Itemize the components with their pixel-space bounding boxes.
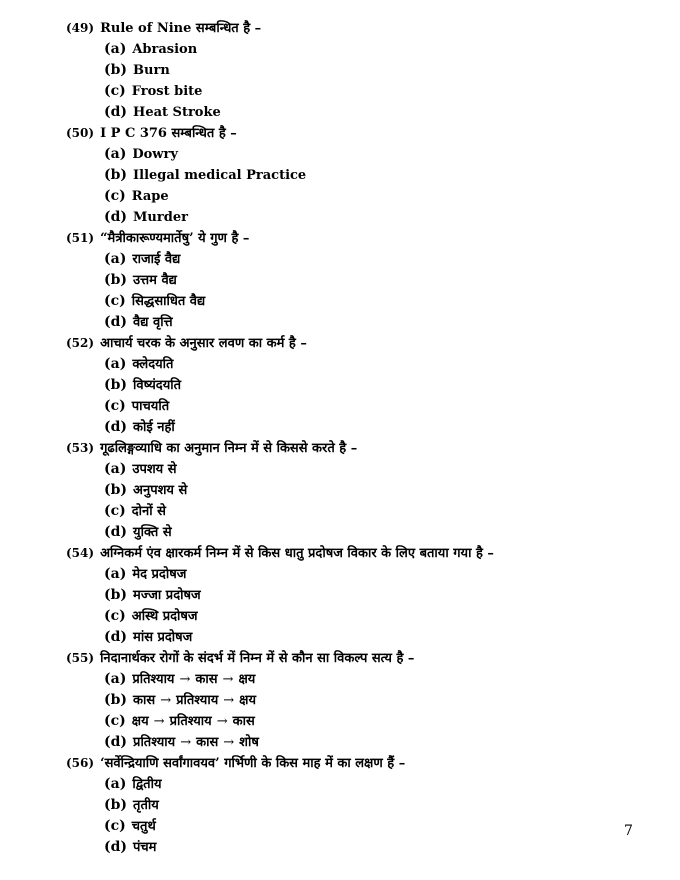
option-text: प्रतिश्याय xyxy=(133,735,176,750)
option-label: (d) xyxy=(104,104,128,120)
option-text: कास xyxy=(232,714,255,729)
option-label: (c) xyxy=(104,398,126,414)
arrow-icon: → xyxy=(223,693,235,708)
option-text: Burn xyxy=(133,63,170,78)
option-line xyxy=(104,795,159,816)
question-text: Rule of Nine सम्बन्धित है – xyxy=(100,21,262,36)
question-text: अग्निकर्म एंव क्षारकर्म निम्न में से किस धातु प्रदोषज विकार के लिए बताया गया है – xyxy=(100,546,494,561)
option-label: (d) xyxy=(104,209,128,225)
question-number: (54) xyxy=(66,546,95,560)
option-text: चतुर्थ xyxy=(131,819,156,834)
arrow-icon: → xyxy=(180,735,192,750)
option-label: (d) xyxy=(104,419,128,435)
option-line xyxy=(104,39,197,60)
question-number: (52) xyxy=(66,336,95,350)
option-text: Heat Stroke xyxy=(133,105,221,120)
option-label: (c) xyxy=(104,713,126,729)
option-label: (b) xyxy=(104,587,128,603)
arrow-icon: → xyxy=(216,714,228,729)
option-label: (c) xyxy=(104,503,126,519)
option-label: (b) xyxy=(104,167,128,183)
option-text: उपशय से xyxy=(132,462,177,477)
option-label: (b) xyxy=(104,692,128,708)
option-label: (b) xyxy=(104,797,128,813)
question-line xyxy=(66,753,405,774)
option-text: मांस प्रदोषज xyxy=(133,630,193,645)
question-number: (55) xyxy=(66,651,95,665)
option-text: अस्थि प्रदोषज xyxy=(131,609,198,624)
option-label: (b) xyxy=(104,272,128,288)
option-text: कास xyxy=(195,672,218,687)
option-line xyxy=(104,249,180,270)
option-line xyxy=(104,711,255,732)
question-text: गूढलिङ्गव्याधि का अनुमान निम्न में से किससे करते है – xyxy=(100,441,358,456)
option-text: Dowry xyxy=(132,147,178,162)
option-label: (a) xyxy=(104,251,127,267)
arrow-icon: → xyxy=(153,714,165,729)
option-label: (b) xyxy=(104,377,128,393)
option-label: (c) xyxy=(104,83,126,99)
question-line xyxy=(66,543,494,564)
option-text: राजाई वैद्य xyxy=(132,252,181,267)
option-label: (d) xyxy=(104,314,128,330)
option-label: (d) xyxy=(104,629,128,645)
option-label: (b) xyxy=(104,62,128,78)
option-text: पंचम xyxy=(133,840,157,855)
option-label: (a) xyxy=(104,566,127,582)
option-text: Murder xyxy=(133,210,188,225)
option-line xyxy=(104,144,178,165)
page-number: 7 xyxy=(624,823,633,839)
option-text: युक्ति से xyxy=(133,525,172,540)
question-number: (56) xyxy=(66,756,95,770)
arrow-icon: → xyxy=(222,672,234,687)
option-line xyxy=(104,606,198,627)
option-text: मेद प्रदोषज xyxy=(132,567,187,582)
option-text: तृतीय xyxy=(133,798,159,813)
arrow-icon: → xyxy=(179,672,191,687)
option-line xyxy=(104,627,192,648)
option-line xyxy=(104,522,172,543)
option-line xyxy=(104,564,186,585)
option-text: वैद्य वृत्ति xyxy=(133,315,173,330)
option-text: अनुपशय से xyxy=(133,483,188,498)
option-text: प्रतिश्याय xyxy=(176,693,219,708)
option-label: (a) xyxy=(104,146,127,162)
option-label: (d) xyxy=(104,734,128,750)
option-label: (a) xyxy=(104,41,127,57)
option-line xyxy=(104,585,201,606)
option-line xyxy=(104,270,177,291)
option-text: Rape xyxy=(131,189,169,204)
question-line xyxy=(66,333,307,354)
option-text: क्लेदयति xyxy=(132,357,174,372)
option-line xyxy=(104,816,156,837)
option-line xyxy=(104,417,175,438)
option-line xyxy=(104,837,156,858)
option-text: प्रतिश्याय xyxy=(169,714,212,729)
question-text: आचार्य चरक के अनुसार लवण का कर्म है – xyxy=(100,336,307,351)
question-line xyxy=(66,648,414,669)
option-text: क्षय xyxy=(238,672,256,687)
option-text: प्रतिश्याय xyxy=(132,672,175,687)
option-text: कास xyxy=(196,735,219,750)
option-text: कास xyxy=(133,693,156,708)
option-label: (b) xyxy=(104,482,128,498)
option-label: (d) xyxy=(104,524,128,540)
option-line xyxy=(104,81,202,102)
option-label: (a) xyxy=(104,776,127,792)
option-line xyxy=(104,375,181,396)
option-text: द्वितीय xyxy=(132,777,162,792)
question-text: निदानार्थकर रोगों के संदर्भ में निम्न में से कौन सा विकल्प सत्य है – xyxy=(100,651,415,666)
option-line xyxy=(104,774,162,795)
option-text: मज्जा प्रदोषज xyxy=(133,588,201,603)
option-line xyxy=(104,312,173,333)
arrow-icon: → xyxy=(223,735,235,750)
option-label: (a) xyxy=(104,671,127,687)
option-text: Illegal medical Practice xyxy=(133,168,307,183)
option-line xyxy=(104,501,166,522)
option-line xyxy=(104,459,177,480)
option-line xyxy=(104,165,306,186)
question-line xyxy=(66,18,261,39)
option-line xyxy=(104,669,255,690)
question-number: (51) xyxy=(66,231,95,245)
option-label: (c) xyxy=(104,608,126,624)
option-label: (a) xyxy=(104,461,127,477)
option-text: दोनों से xyxy=(131,504,166,519)
question-number: (49) xyxy=(66,21,95,35)
option-line xyxy=(104,291,205,312)
question-line xyxy=(66,228,249,249)
option-line xyxy=(104,60,170,81)
arrow-icon: → xyxy=(160,693,172,708)
option-label: (c) xyxy=(104,818,126,834)
question-number: (50) xyxy=(66,126,95,140)
option-label: (c) xyxy=(104,293,126,309)
option-label: (d) xyxy=(104,839,128,855)
option-line xyxy=(104,396,169,417)
option-label: (a) xyxy=(104,356,127,372)
option-text: पाचयति xyxy=(131,399,170,414)
option-label: (c) xyxy=(104,188,126,204)
question-number: (53) xyxy=(66,441,95,455)
option-text: क्षय xyxy=(131,714,149,729)
question-text: “मैत्रीकारूण्यमार्तेषु’ ये गुण है – xyxy=(100,231,250,246)
question-text: ‘सर्वेन्द्रियाणि सर्वांगावयव’ गर्भिणी के किस माह में का लक्षण हैं – xyxy=(100,756,406,771)
option-line xyxy=(104,354,173,375)
option-text: कोई नहीं xyxy=(133,420,175,435)
option-line xyxy=(104,732,259,753)
option-text: Abrasion xyxy=(132,42,198,57)
question-line xyxy=(66,438,357,459)
option-text: विष्यंदयति xyxy=(133,378,182,393)
option-line xyxy=(104,207,188,228)
option-line xyxy=(104,102,221,123)
option-text: उत्तम वैद्य xyxy=(133,273,177,288)
option-text: क्षय xyxy=(239,693,257,708)
question-line xyxy=(66,123,237,144)
option-text: शोष xyxy=(239,735,259,750)
option-line xyxy=(104,690,256,711)
option-text: Frost bite xyxy=(131,84,203,99)
option-line xyxy=(104,480,187,501)
question-text: I P C 376 सम्बन्धित है – xyxy=(100,126,237,141)
option-text: सिद्धसाधित वैद्य xyxy=(131,294,206,309)
option-line xyxy=(104,186,169,207)
